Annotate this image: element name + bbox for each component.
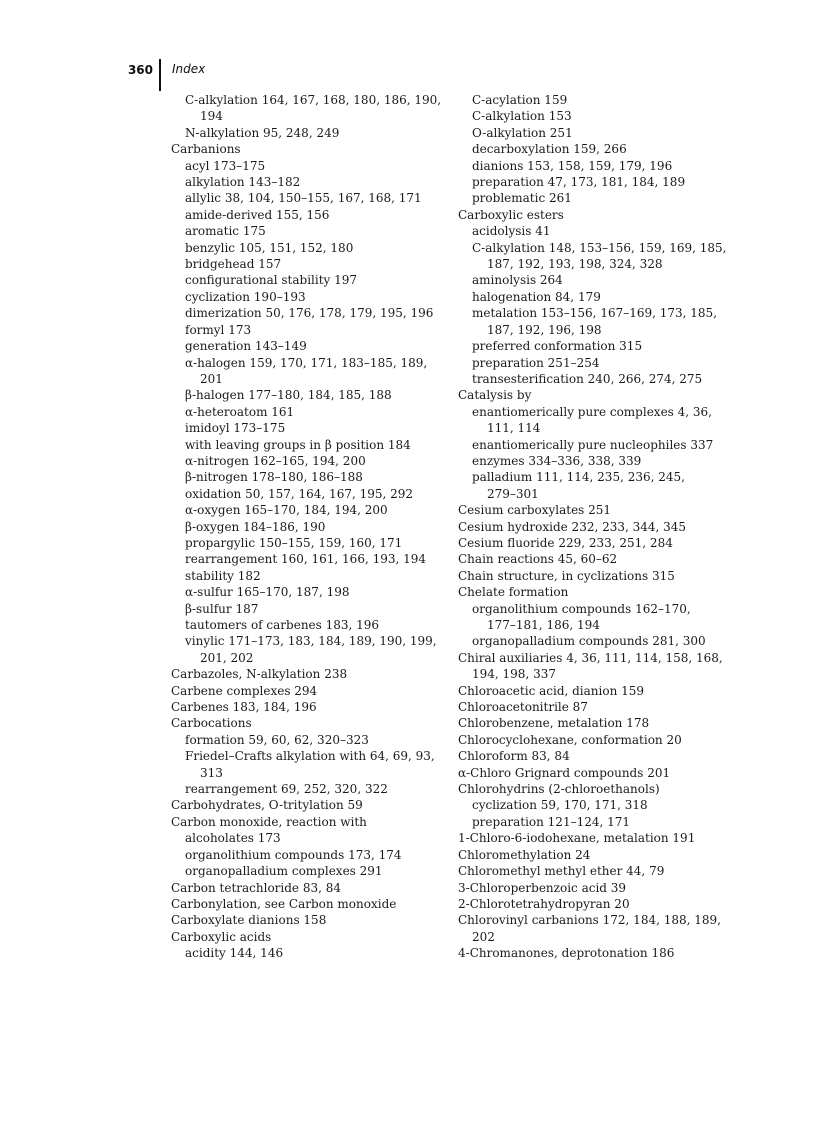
- index-entry: stability 182: [185, 568, 261, 583]
- index-entry: with leaving groups in β position 184: [185, 437, 411, 452]
- index-entry: Friedel–Crafts alkylation with 64, 69, 93,: [185, 749, 435, 764]
- index-entry: alcoholates 173: [185, 831, 281, 846]
- index-entry: acidity 144, 146: [185, 946, 284, 961]
- index-entry: 313: [200, 765, 223, 780]
- index-entry: propargylic 150–155, 159, 160, 171: [185, 535, 403, 550]
- index-entry: configurational stability 197: [185, 273, 358, 288]
- index-entry: organopalladium compounds 281, 300: [472, 634, 706, 649]
- index-entry: 1-Chloro-6-iodohexane, metalation 191: [458, 831, 696, 846]
- index-entry: organopalladium complexes 291: [185, 864, 383, 879]
- index-entry: Carbocations: [171, 716, 252, 731]
- running-header-title: Index: [172, 62, 206, 76]
- index-entry: 177–181, 186, 194: [487, 618, 600, 632]
- index-entry: halogenation 84, 179: [472, 289, 601, 304]
- index-entry: metalation 153–156, 167–169, 173, 185,: [472, 306, 718, 321]
- index-entry: 279–301: [487, 486, 539, 501]
- index-entry: formation 59, 60, 62, 320–323: [185, 732, 369, 747]
- index-entry: 187, 192, 193, 198, 324, 328: [487, 257, 663, 272]
- index-entry: aromatic 175: [185, 224, 266, 239]
- index-entry: α-oxygen 165–170, 184, 194, 200: [185, 503, 388, 518]
- index-entry: palladium 111, 114, 235, 236, 245,: [472, 470, 685, 485]
- index-entry: Cesium carboxylates 251: [458, 503, 612, 518]
- index-entry: C-acylation 159: [472, 93, 568, 107]
- index-entry: Carbene complexes 294: [171, 683, 318, 698]
- index-entry: Carboxylic esters: [458, 207, 564, 222]
- index-entry: enzymes 334–336, 338, 339: [472, 453, 642, 468]
- index-entry: Chloromethyl methyl ether 44, 79: [458, 864, 665, 879]
- index-entry: Carbohydrates, O-tritylation 59: [171, 798, 363, 813]
- index-entry: Chain structure, in cyclizations 315: [458, 568, 675, 583]
- index-entry: Carbenes 183, 184, 196: [171, 700, 317, 715]
- index-entry: Chloroacetonitrile 87: [458, 700, 588, 715]
- index-entry: 201, 202: [200, 650, 254, 665]
- index-entry: Chlorovinyl carbanions 172, 184, 188, 189,: [458, 913, 721, 928]
- index-entry: amide-derived 155, 156: [185, 207, 330, 222]
- index-entry: formyl 173: [185, 322, 252, 337]
- index-entry: rearrangement 69, 252, 320, 322: [185, 782, 388, 797]
- index-entry: β-oxygen 184–186, 190: [185, 519, 326, 534]
- index-entry: α-Chloro Grignard compounds 201: [458, 765, 671, 780]
- index-entry: β-halogen 177–180, 184, 185, 188: [185, 388, 392, 403]
- index-entry: β-nitrogen 178–180, 186–188: [185, 470, 363, 485]
- index-entry: Carboxylic acids: [171, 929, 272, 944]
- index-entry: Chlorohydrins (2-chloroethanols): [458, 782, 660, 797]
- index-entry: preferred conformation 315: [472, 339, 643, 354]
- index-entry: alkylation 143–182: [185, 175, 301, 190]
- index-entry: Carbonylation, see Carbon monoxide: [171, 896, 397, 911]
- index-column-left: [171, 92, 443, 962]
- index-entry: allylic 38, 104, 150–155, 167, 168, 171: [185, 191, 422, 206]
- index-entry: cyclization 190–193: [185, 289, 306, 304]
- index-entry: Chloroacetic acid, dianion 159: [458, 683, 645, 698]
- index-column-right: [458, 92, 730, 962]
- index-entry: 187, 192, 196, 198: [487, 322, 602, 337]
- index-entry: cyclization 59, 170, 171, 318: [472, 798, 648, 813]
- index-entry: dianions 153, 158, 159, 179, 196: [472, 158, 673, 173]
- index-entry: oxidation 50, 157, 164, 167, 195, 292: [185, 486, 414, 501]
- index-entry: enantiomerically pure nucleophiles 337: [472, 437, 714, 452]
- index-entry: aminolysis 264: [472, 273, 563, 288]
- index-entry: 3-Chloroperbenzoic acid 39: [458, 880, 627, 895]
- index-entry: preparation 251–254: [472, 355, 600, 370]
- index-entry: decarboxylation 159, 266: [472, 142, 627, 157]
- index-entry: C-alkylation 148, 153–156, 159, 169, 185,: [472, 240, 727, 255]
- index-entry: Carbon tetrachloride 83, 84: [171, 880, 342, 895]
- index-entry: transesterification 240, 266, 274, 275: [472, 371, 703, 386]
- index-entry: 4-Chromanones, deprotonation 186: [458, 946, 675, 961]
- index-entry: enantiomerically pure complexes 4, 36,: [472, 404, 712, 419]
- index-entry: α-nitrogen 162–165, 194, 200: [185, 453, 366, 468]
- index-entry: Carbon monoxide, reaction with: [171, 814, 367, 829]
- index-entry: organolithium compounds 173, 174: [185, 847, 402, 862]
- index-entry: Chlorocyclohexane, conformation 20: [458, 732, 682, 747]
- index-entry: preparation 47, 173, 181, 184, 189: [472, 175, 686, 190]
- index-entry: dimerization 50, 176, 178, 179, 195, 196: [185, 306, 434, 321]
- index-entry: imidoyl 173–175: [185, 421, 286, 436]
- index-entry: Carbazoles, N-alkylation 238: [171, 667, 348, 682]
- index-entry: Carboxylate dianions 158: [171, 913, 327, 928]
- index-entry: O-alkylation 251: [472, 125, 573, 140]
- index-entry: Chloroform 83, 84: [458, 749, 570, 764]
- index-entry: 202: [472, 929, 495, 944]
- index-entry: tautomers of carbenes 183, 196: [185, 618, 380, 632]
- index-entry: α-halogen 159, 170, 171, 183–185, 189,: [185, 355, 428, 370]
- index-entry: C-alkylation 153: [472, 109, 572, 124]
- index-entry: vinylic 171–173, 183, 184, 189, 190, 199,: [185, 634, 437, 649]
- index-entry: Chain reactions 45, 60–62: [458, 552, 618, 567]
- index-entry: benzylic 105, 151, 152, 180: [185, 240, 354, 255]
- index-entry: Chlorobenzene, metalation 178: [458, 716, 650, 731]
- index-entry: 194, 198, 337: [472, 667, 556, 682]
- index-entry: Chiral auxiliaries 4, 36, 111, 114, 158, 168,: [458, 650, 723, 665]
- index-entry: N-alkylation 95, 248, 249: [185, 125, 340, 140]
- index-entry: problematic 261: [472, 191, 572, 206]
- index-entry: acyl 173–175: [185, 158, 266, 173]
- index-entry: Cesium fluoride 229, 233, 251, 284: [458, 535, 673, 550]
- index-entry: α-sulfur 165–170, 187, 198: [185, 585, 350, 600]
- index-entry: 2-Chlorotetrahydropyran 20: [458, 896, 630, 911]
- index-entry: Chelate formation: [458, 585, 569, 600]
- index-entry: Carbanions: [171, 142, 241, 157]
- index-entry: 201: [200, 371, 223, 386]
- index-entry: α-heteroatom 161: [185, 404, 295, 419]
- index-entry: preparation 121–124, 171: [472, 814, 631, 829]
- index-entry: 111, 114: [487, 421, 541, 436]
- index-entry: Catalysis by: [458, 388, 532, 403]
- index-entry: β-sulfur 187: [185, 601, 259, 616]
- index-entry: organolithium compounds 162–170,: [472, 601, 691, 616]
- page-number: 360: [127, 63, 153, 77]
- index-entry: C-alkylation 164, 167, 168, 180, 186, 190,: [185, 93, 442, 107]
- index-entry: 194: [200, 109, 223, 124]
- index-entry: rearrangement 160, 161, 166, 193, 194: [185, 552, 427, 567]
- index-entry: acidolysis 41: [472, 224, 551, 239]
- index-entry: bridgehead 157: [185, 257, 282, 272]
- index-entry: Cesium hydroxide 232, 233, 344, 345: [458, 519, 687, 534]
- index-entry: Chloromethylation 24: [458, 847, 591, 862]
- header-rule: [159, 59, 161, 91]
- index-entry: generation 143–149: [185, 339, 307, 354]
